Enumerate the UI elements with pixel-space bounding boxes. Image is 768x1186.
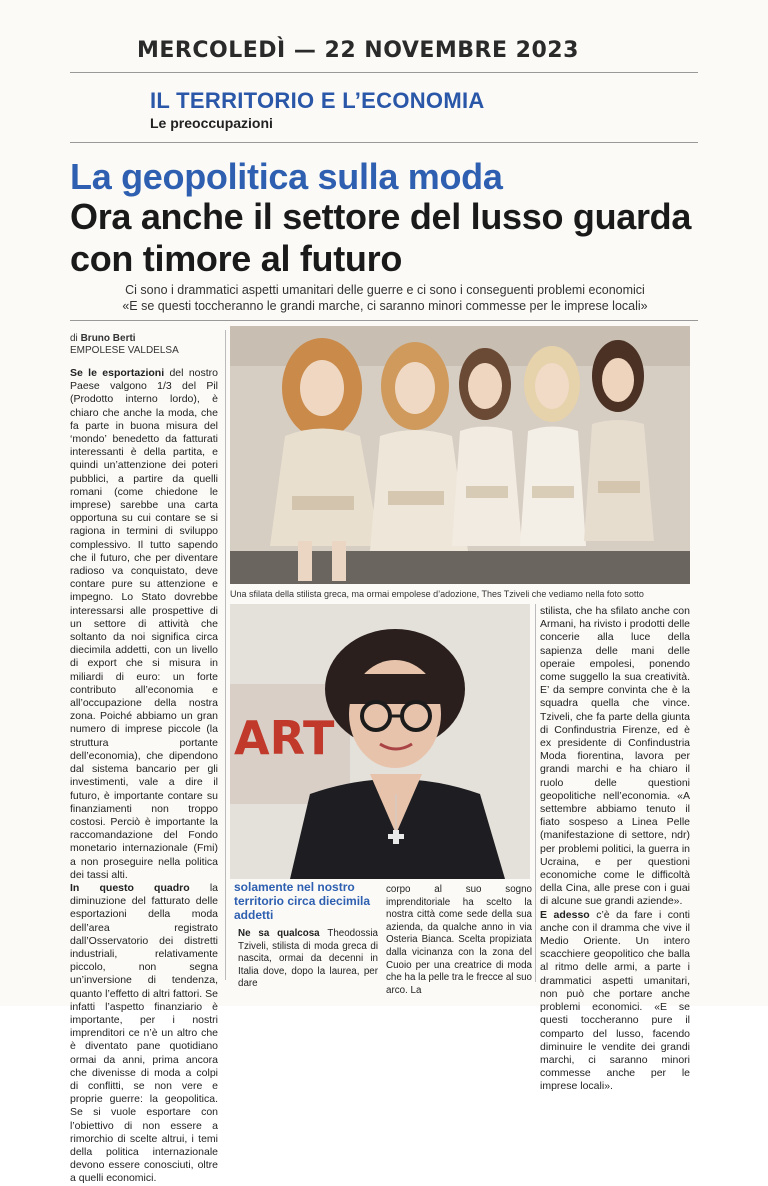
article-summary [70, 282, 700, 314]
runway-photo [230, 326, 690, 584]
model-figure [520, 346, 586, 546]
runway-illustration [230, 326, 690, 584]
author-name: Bruno Berti [80, 333, 136, 344]
column-divider [225, 330, 226, 980]
model-figure [584, 340, 654, 541]
section-title: IL TERRITORIO E L’ECONOMIA [150, 88, 485, 113]
byline-location: EMPOLESE VALDELSA [70, 345, 179, 356]
header-rule [70, 72, 698, 73]
paragraph-lead: Se le esportazioni [70, 367, 165, 379]
paragraph-text: stilista, che ha sfilato anche con Armani, ha rivisto i prodotti delle concerie alla luce della sapienza delle mani delle operaie empolesi, ponendo come suggello la sua creatività. E’ da sempre convinta che è la squadra quella che vince. Tziveli, che fa parte della giunta di Confindustria Firenze, ed è ex presidente di Confindustria Moda fiorentina, lavora per grandi marchi e ha chiaro il ruolo delle questioni geopolitiche nell’economia. «A settembre abbiamo tenuto il fiato sospeso a Linea Pelle (manifestazione di settore, ndr) per problemi politici, la guerra in Ucraina, e per questioni economiche come le difficoltà della Cina, alle prese con i guai di alcune sue grandi aziende». [540, 605, 690, 908]
article-column-3 [386, 884, 532, 997]
paragraph-lead: E adesso [540, 908, 590, 921]
paragraph-text: del nostro Paese valgono 1/3 del Pil (Prodotto interno lordo), è chiaro che anche la moda, che fa parte in buona misura del ‘mondo’ benedetto da fatturati interessanti è della partita, e quindi un’attenzione dei poteri pubblici, a partire da quelli romani (come chiedone le imprese) sarebbe una carta opportuna su cui contare se si ragiona in termini di sviluppo complessivo. Il tutto sapendo che il futuro, che per diventare radioso va conquistato, deve contare pure su attenzione e impegno. Lo Stato dovrebbe interessarsi alle prospettive di un settore di attività che soltanto da noi significa circa diecimila addetti, con un livello di export che si misura in miliardi di euro: un forte contributo all’economia e all’occupazione della nostra zona. Poiché abbiamo un gran numero di imprese piccole (la struttura portante dell’economia), che dipendono dal sistema bancario per gli investimenti, vale a dire il futuro, è importante contare su finanziamenti non troppo costosi. Perciò è importante la raccomandazione del Fondo monetario internazionale (Fmi) a non proseguire nella politica dei tassi alti. [70, 367, 218, 881]
byline [70, 333, 179, 357]
column-divider [535, 604, 536, 982]
portrait-illustration [230, 604, 530, 879]
paragraph-lead: In questo quadro [70, 881, 190, 894]
article-column-1 [70, 367, 218, 1186]
pull-quote: solamente nel nostro territorio circa diecimila addetti [234, 880, 371, 922]
paragraph-text: Theodossia Tziveli, stilista di moda greca di nascita, ormai da decenni in Italia dove, dopo la laurea, per dare [238, 928, 378, 990]
paragraph-text: c’è da fare i conti anche con il dramma che vive il Medio Oriente. Un intero scacchiere geopolitico che balla al ritmo delle armi, a parte i drammatici aspetti umanitari, non può che portare anche problemi economici. «E se questi toccheranno pure il comparto del lusso, facendo diminuire le vendite dei grandi marchi, ci saranno minori commesse anche per le imprese locali». [540, 908, 690, 1093]
summary-rule [70, 320, 698, 321]
photo-caption: Una sfilata della stilista greca, ma ormai empolese d’adozione, Thes Tziveli che vediamo nella foto sotto [230, 589, 644, 599]
paragraph-text: corpo al suo sogno imprenditoriale ha scelto la nostra città come sede della sua azienda, da qualche anno in via Osteria Bianca. Scelta propiziata dalla vicinanza con la zona del Cuoio per una creatrice di moda che ha la pelle tra le frecce al suo arco. La [386, 884, 532, 996]
article-kicker: La geopolitica sulla moda [70, 156, 503, 197]
article-column-4 [540, 605, 690, 1094]
article-column-2 [238, 928, 378, 991]
paragraph-lead: Ne sa qualcosa [238, 928, 320, 939]
section-subtitle: Le preoccupazioni [150, 115, 273, 131]
paragraph-text: la diminuzione del fatturato delle esportazioni della moda dell’area registrato dall’Osservatorio dei distretti industriali, relativamente piccolo, non segna un’inversione di tendenza, quanto l’effetto di altri fattori. Se infatti l’aspetto finanziario è importante, per i nostri imprenditori ce n’è un altro che è diventato pane quotidiano ormai da anni, prima ancora che divenisse di moda a colpi di conflitti, se non vere e proprie guerre: la geopolitica. Se si vuole esportare con l’obiettivo di non essere a rimorchio di scelte altrui, i temi della politica internazionale devono essere conosciuti, oltre a quelli economici. [70, 881, 219, 1185]
article-headline: Ora anche il settore del lusso guarda con timore al futuro [70, 196, 692, 279]
byline-prefix: di [70, 333, 78, 344]
page-date: MERCOLEDÌ — 22 NOVEMBRE 2023 [137, 38, 579, 63]
summary-line: Ci sono i drammatici aspetti umanitari delle guerre e ci sono i conseguenti problemi economici [125, 283, 645, 297]
summary-line: «E se questi toccheranno le grandi marche, ci saranno minori commesse per le imprese locali» [122, 299, 648, 313]
background-sign-text: ART [234, 711, 335, 765]
designer-portrait-photo [230, 604, 530, 879]
section-rule [70, 142, 698, 143]
